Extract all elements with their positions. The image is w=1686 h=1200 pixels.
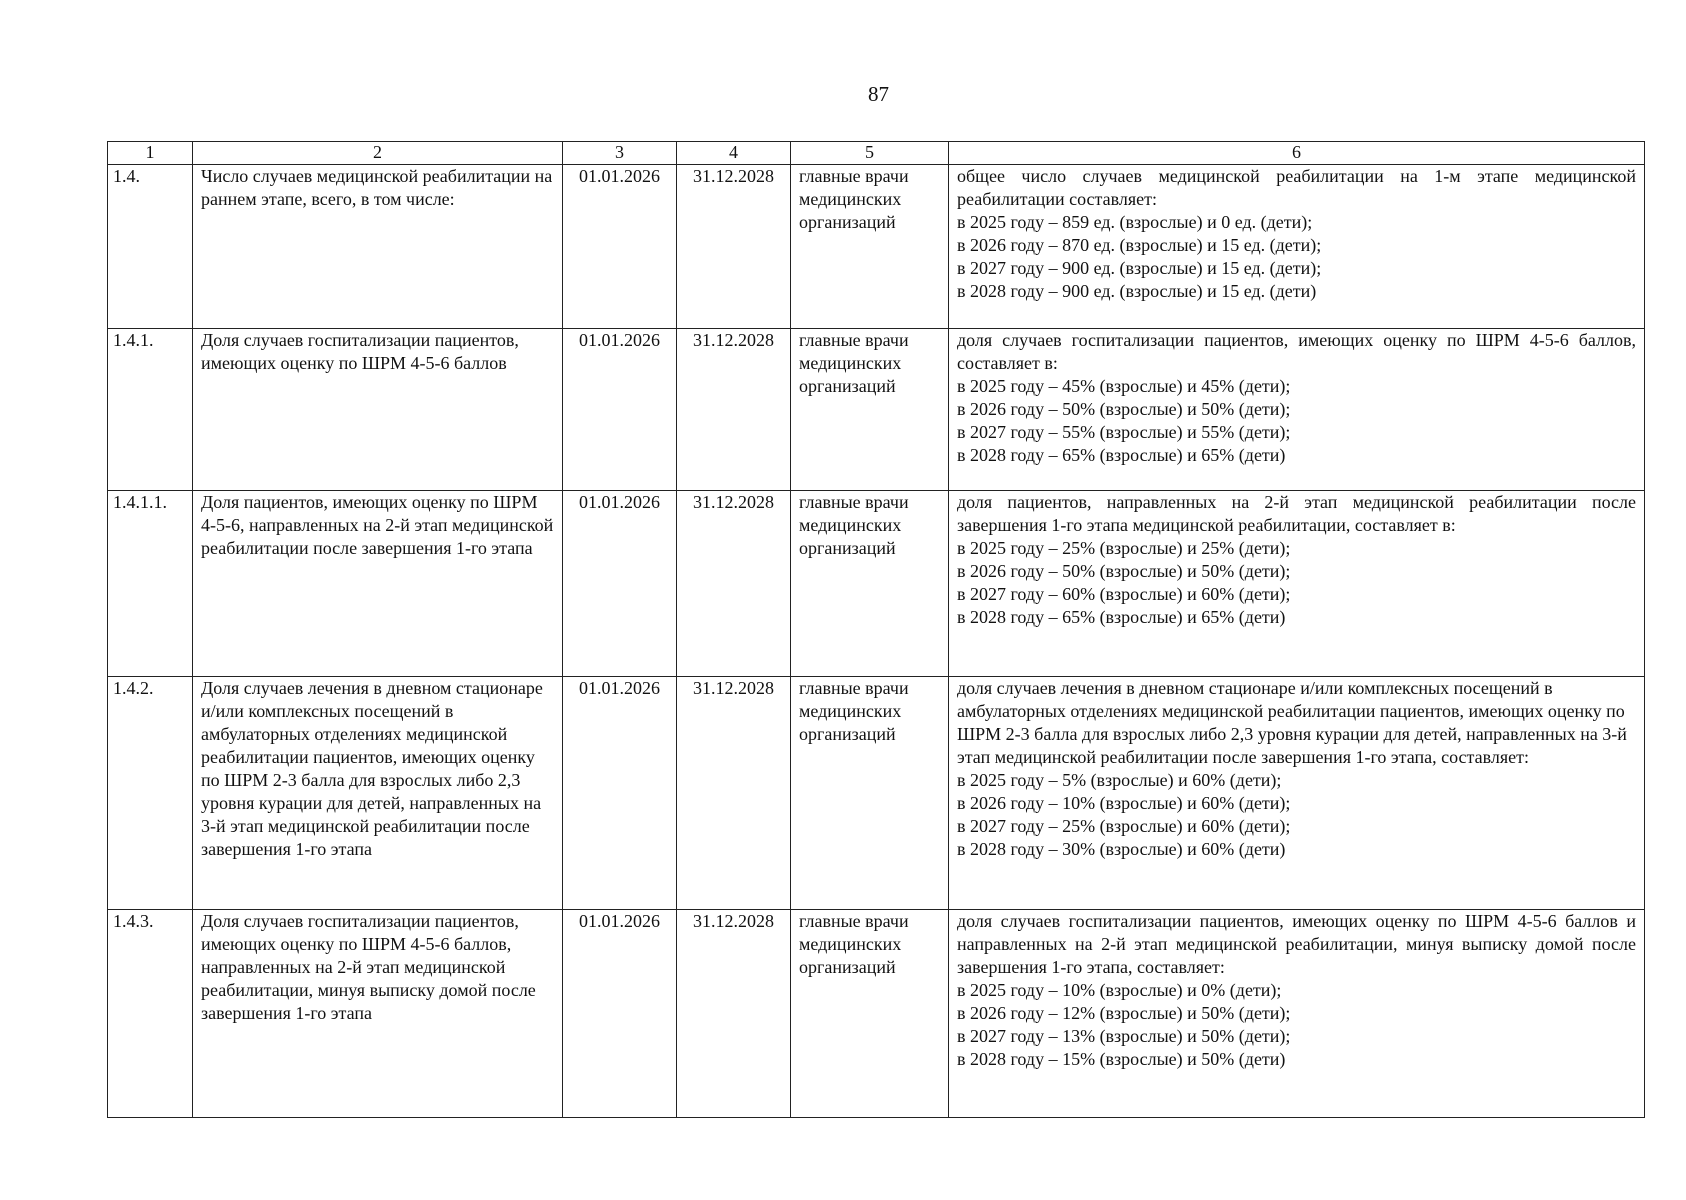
end-date: 31.12.2028	[677, 165, 791, 329]
row-description: Доля случаев госпитализации пациентов, имеющих оценку по ШРМ 4-5-6 баллов, направленных на 2-й этап медицинской реабилитации, минуя выписку домой после завершения 1-го этапа	[193, 910, 563, 1118]
table-row	[108, 910, 1645, 1118]
row-description: Число случаев медицинской реабилитации на раннем этапе, всего, в том числе:	[193, 165, 563, 329]
result-line: в 2025 году – 25% (взрослые) и 25% (дети);	[957, 538, 1291, 558]
result-line: в 2026 году – 10% (взрослые) и 60% (дети);	[957, 793, 1291, 813]
result-intro: доля случаев лечения в дневном стационаре и/или комплексных посещений в амбулаторных отделениях медицинской реабилитации пациентов, имеющих оценку по ШРМ 2-3 балла для взрослых либо 2,3 уровня курации для детей, направленных на 3-й этап медицинской реабилитации после завершения 1-го этапа, составляет:	[957, 678, 1627, 767]
result-line: в 2026 году – 50% (взрослые) и 50% (дети);	[957, 561, 1291, 581]
expected-result	[949, 491, 1645, 677]
page-number: 87	[868, 82, 889, 106]
responsible: главные врачи медицинских организаций	[791, 910, 949, 1118]
table-row	[108, 677, 1645, 910]
result-line: в 2028 году – 65% (взрослые) и 65% (дети)	[957, 607, 1286, 627]
end-date: 31.12.2028	[677, 910, 791, 1118]
result-intro: доля случаев госпитализации пациентов, имеющих оценку по ШРМ 4-5-6 баллов, составляет в:	[957, 330, 1636, 373]
responsible: главные врачи медицинских организаций	[791, 329, 949, 491]
row-description: Доля случаев лечения в дневном стационаре и/или комплексных посещений в амбулаторных отделениях медицинской реабилитации пациентов, имеющих оценку по ШРМ 2-3 балла для взрослых либо 2,3 уровня курации для детей, направленных на 3-й этап медицинской реабилитации после завершения 1-го этапа	[193, 677, 563, 910]
responsible: главные врачи медицинских организаций	[791, 491, 949, 677]
column-header: 1	[108, 142, 193, 165]
responsible: главные врачи медицинских организаций	[791, 165, 949, 329]
result-line: в 2027 году – 13% (взрослые) и 50% (дети);	[957, 1026, 1291, 1046]
end-date: 31.12.2028	[677, 677, 791, 910]
responsible: главные врачи медицинских организаций	[791, 677, 949, 910]
result-line: в 2027 году – 25% (взрослые) и 60% (дети);	[957, 816, 1291, 836]
result-line: в 2025 году – 859 ед. (взрослые) и 0 ед. (дети);	[957, 212, 1313, 232]
end-date: 31.12.2028	[677, 329, 791, 491]
column-header: 5	[791, 142, 949, 165]
start-date: 01.01.2026	[563, 491, 677, 677]
table-row	[108, 329, 1645, 491]
row-description: Доля пациентов, имеющих оценку по ШРМ 4-5-6, направленных на 2-й этап медицинской реабилитации после завершения 1-го этапа	[193, 491, 563, 677]
expected-result	[949, 677, 1645, 910]
column-header: 6	[949, 142, 1645, 165]
column-header: 3	[563, 142, 677, 165]
row-description: Доля случаев госпитализации пациентов, имеющих оценку по ШРМ 4-5-6 баллов	[193, 329, 563, 491]
start-date: 01.01.2026	[563, 677, 677, 910]
expected-result	[949, 165, 1645, 329]
table-row	[108, 165, 1645, 329]
row-number: 1.4.	[108, 165, 193, 329]
column-header: 2	[193, 142, 563, 165]
result-line: в 2027 году – 55% (взрослые) и 55% (дети);	[957, 422, 1291, 442]
result-line: в 2025 году – 10% (взрослые) и 0% (дети);	[957, 980, 1282, 1000]
expected-result	[949, 910, 1645, 1118]
end-date: 31.12.2028	[677, 491, 791, 677]
start-date: 01.01.2026	[563, 165, 677, 329]
result-line: в 2026 году – 12% (взрослые) и 50% (дети);	[957, 1003, 1291, 1023]
result-intro: доля случаев госпитализации пациентов, имеющих оценку по ШРМ 4-5-6 баллов и направленных на 2-й этап медицинской реабилитации, минуя выписку домой после завершения 1-го этапа, составляет:	[957, 911, 1636, 977]
result-line: в 2027 году – 900 ед. (взрослые) и 15 ед. (дети);	[957, 258, 1322, 278]
row-number: 1.4.3.	[108, 910, 193, 1118]
result-line: в 2027 году – 60% (взрослые) и 60% (дети);	[957, 584, 1291, 604]
result-line: в 2026 году – 50% (взрослые) и 50% (дети);	[957, 399, 1291, 419]
column-header: 4	[677, 142, 791, 165]
table-row	[108, 491, 1645, 677]
row-number: 1.4.1.1.	[108, 491, 193, 677]
plan-table	[107, 141, 1645, 1118]
result-line: в 2028 году – 15% (взрослые) и 50% (дети)	[957, 1049, 1286, 1069]
result-line: в 2028 году – 65% (взрослые) и 65% (дети)	[957, 445, 1286, 465]
expected-result	[949, 329, 1645, 491]
start-date: 01.01.2026	[563, 910, 677, 1118]
result-intro: общее число случаев медицинской реабилитации на 1-м этапе медицинской реабилитации составляет:	[957, 166, 1636, 209]
result-line: в 2028 году – 30% (взрослые) и 60% (дети)	[957, 839, 1286, 859]
start-date: 01.01.2026	[563, 329, 677, 491]
row-number: 1.4.2.	[108, 677, 193, 910]
header-row	[108, 142, 1645, 165]
result-line: в 2028 году – 900 ед. (взрослые) и 15 ед. (дети)	[957, 281, 1317, 301]
result-intro: доля пациентов, направленных на 2-й этап медицинской реабилитации после завершения 1-го этапа медицинской реабилитации, составляет в:	[957, 492, 1636, 535]
row-number: 1.4.1.	[108, 329, 193, 491]
result-line: в 2026 году – 870 ед. (взрослые) и 15 ед. (дети);	[957, 235, 1322, 255]
result-line: в 2025 году – 5% (взрослые) и 60% (дети);	[957, 770, 1282, 790]
result-line: в 2025 году – 45% (взрослые) и 45% (дети);	[957, 376, 1291, 396]
